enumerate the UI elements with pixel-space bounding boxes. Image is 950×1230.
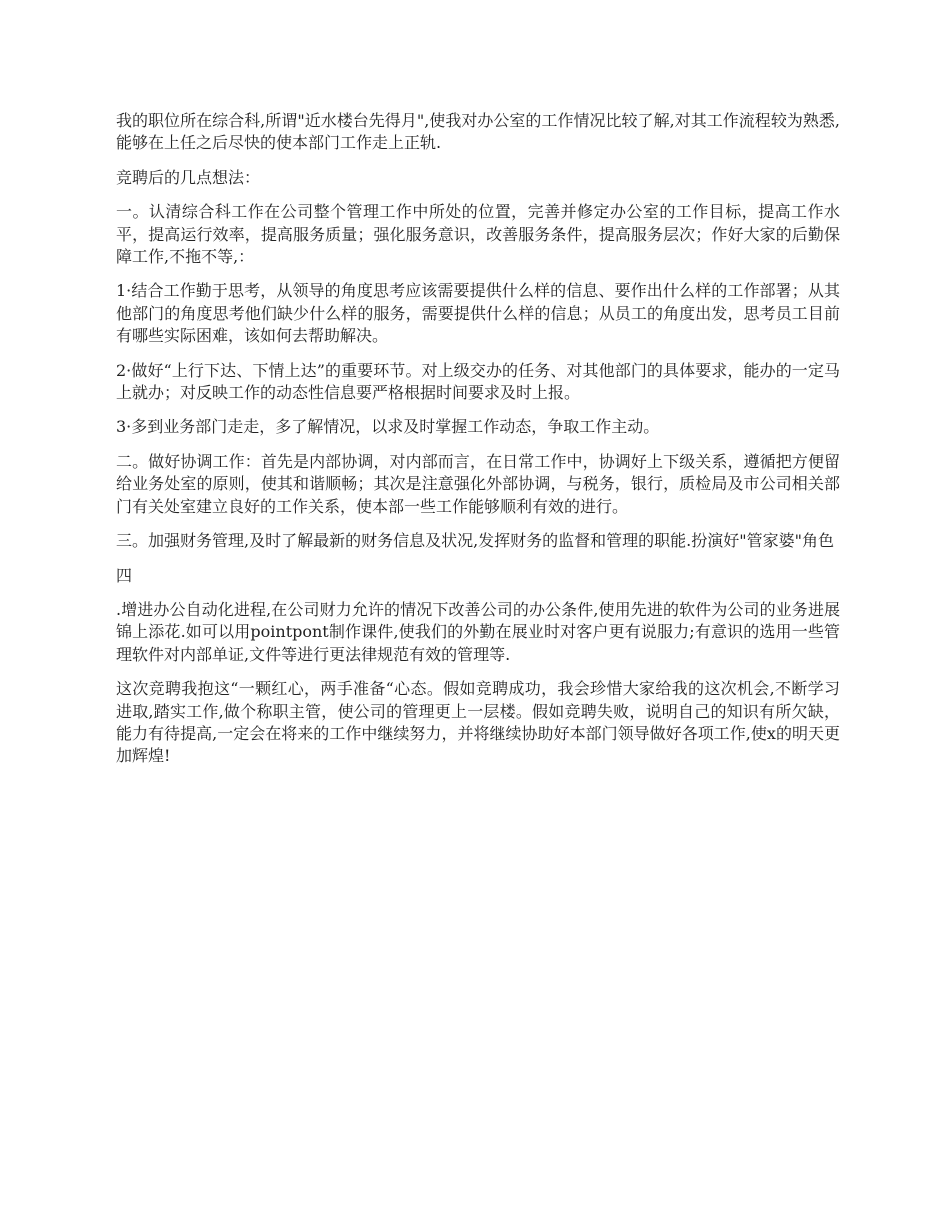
paragraph-subpoint-3: 3·多到业务部门走走，多了解情况，以求及时掌握工作动态，争取工作主动。 [116, 417, 660, 437]
paragraph-point-four-label: 四 [116, 565, 133, 585]
paragraph-point-one: 一。认清综合科工作在公司整个管理工作中所处的位置，完善并修定办公室的工作目标，提高工作水平，提高运行效率，提高服务质量；强化服务意识，改善服务条件，提高服务层次；作好大家的后勤保障工作,不拖不等,： [116, 202, 840, 267]
document-body [116, 110, 840, 780]
paragraph-conclusion: 这次竞聘我抱这“一颗红心，两手准备“心态。假如竞聘成功，我会珍惜大家给我的这次机会,不断学习进取,踏实工作,做个称职主管，使公司的管理更上一层楼。假如竞聘失败，说明自己的知识有所欠缺，能力有待提高,一定会在将来的工作中继续努力，并将继续协助好本部门领导做好各项工作,使x的明天更加辉煌! [116, 679, 840, 766]
paragraph-point-four: .增进办公自动化进程,在公司财力允许的情况下改善公司的办公条件,使用先进的软件为公司的业务进展锦上添花.如可以用pointpont制作课件,使我们的外勤在展业时对客户更有说服力;有意识的选用一些管理软件对内部单证,文件等进行更法律规范有效的管理等. [116, 599, 840, 664]
paragraph-subpoint-1: 1·结合工作勤于思考，从领导的角度思考应该需要提供什么样的信息、要作出什么样的工作部署；从其他部门的角度思考他们缺少什么样的服务，需要提供什么样的信息；从员工的角度出发，思考员工目前有哪些实际困难，该如何去帮助解决。 [116, 281, 840, 346]
paragraph-point-three: 三。加强财务管理,及时了解最新的财务信息及状况,发挥财务的监督和管理的职能.扮演好"管家婆"角色 [116, 531, 834, 551]
paragraph-heading-thoughts: 竞聘后的几点想法： [116, 167, 261, 187]
paragraph-intro: 我的职位所在综合科,所谓"近水楼台先得月",使我对办公室的工作情况比较了解,对其工作流程较为熟悉,能够在上任之后尽快的使本部门工作走上正轨. [116, 111, 840, 153]
paragraph-subpoint-2: 2·做好“上行下达、下情上达”的重要环节。对上级交办的任务、对其他部门的具体要求，能办的一定马上就办；对反映工作的动态性信息要严格根据时间要求及时上报。 [116, 360, 840, 403]
paragraph-point-two: 二。做好协调工作：首先是内部协调，对内部而言，在日常工作中，协调好上下级关系，遵循把方便留给业务处室的原则，使其和谐顺畅；其次是注意强化外部协调，与税务，银行，质检局及市公司相关部门有关处室建立良好的工作关系，使本部一些工作能够顺利有效的进行。 [116, 451, 840, 516]
